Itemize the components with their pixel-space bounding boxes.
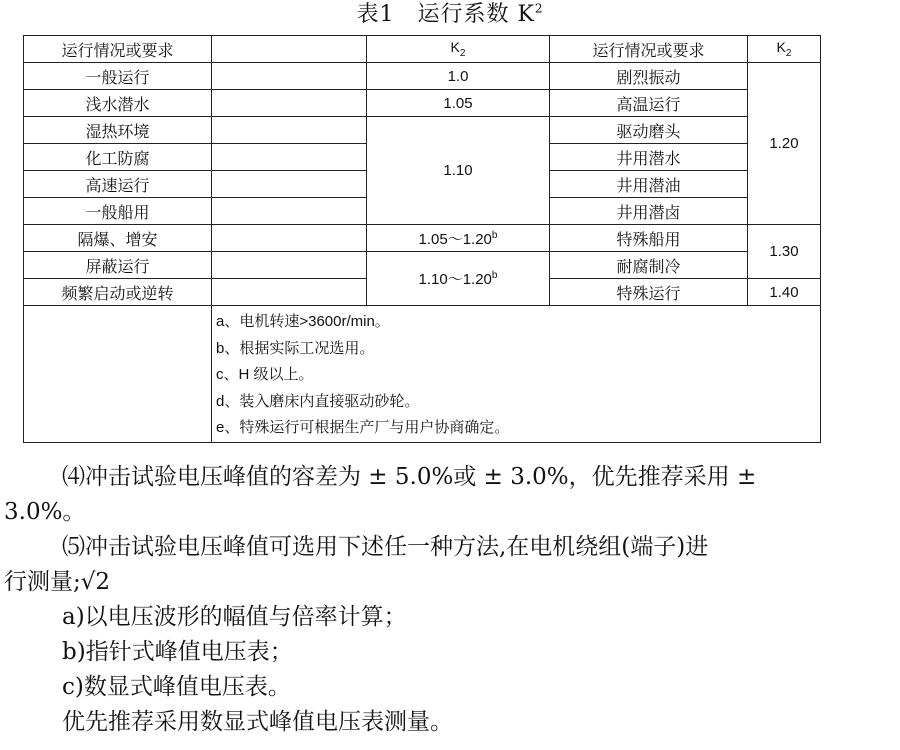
footnote-item: a、电机转速>3600r/min。 (216, 313, 390, 330)
blank-cell (212, 198, 367, 225)
table-title-text: 表1 运行系数 K (356, 2, 535, 27)
table-header-row (24, 36, 821, 63)
paragraph-4-line-2: 3.0%。 (4, 499, 86, 525)
table-row (24, 252, 821, 279)
footnote-item: b、根据实际工况选用。 (216, 339, 375, 357)
blank-cell (212, 171, 367, 198)
k2-value-text: 1.10～1.20 (418, 271, 492, 288)
table-title-superscript: 2 (534, 1, 544, 16)
method-item-c: c)数显式峰值电压表。 (62, 674, 291, 700)
header-k2-left-sub: 2 (459, 47, 466, 59)
footnote-item: e、特殊运行可根据生产厂与用户协商确定。 (216, 419, 510, 436)
condition-cell: 特殊运行 (550, 279, 748, 306)
k2-value-cell: 1.30 (748, 225, 821, 279)
header-k2-left (367, 36, 550, 63)
k2-value-cell: 1.0 (367, 63, 550, 90)
method-item-a: a)以电压波形的幅值与倍率计算； (62, 604, 407, 630)
condition-cell: 高温运行 (550, 90, 748, 117)
footnotes-cell (212, 306, 821, 443)
k2-value-cell: 1.20 (748, 63, 821, 225)
recommendation-text: 优先推荐采用数显式峰值电压表测量。 (62, 709, 453, 735)
condition-cell: 剧烈振动 (550, 63, 748, 90)
k2-value-cell: 1.40 (748, 279, 821, 306)
footnote-item: c、H 级以上。 (216, 366, 314, 383)
condition-cell: 化工防腐 (24, 144, 212, 171)
blank-cell (212, 225, 367, 252)
running-coefficient-table (23, 35, 821, 443)
table-row (24, 117, 821, 144)
header-condition-left: 运行情况或要求 (24, 36, 212, 63)
condition-cell: 隔爆、增安 (24, 225, 212, 252)
condition-cell: 浅水潜水 (24, 90, 212, 117)
footnotes-list (216, 309, 820, 442)
table-title (0, 0, 900, 30)
paragraph-5-line-2: 行测量;√2 (4, 569, 111, 595)
condition-cell: 高速运行 (24, 171, 212, 198)
blank-cell (212, 252, 367, 279)
condition-cell: 频繁启动或逆转 (24, 279, 212, 306)
k2-value-cell (367, 252, 550, 306)
header-k2-left-letter: K (450, 39, 460, 56)
paragraph-5-line-1: ⑸冲击试验电压峰值可选用下述任一种方法,在电机绕组(端子)进 (62, 534, 709, 560)
header-k2-right-sub: 2 (785, 47, 792, 59)
table-row (24, 90, 821, 117)
notes-row (24, 306, 821, 443)
condition-cell: 井用潜油 (550, 171, 748, 198)
blank-cell (212, 63, 367, 90)
header-blank-cell (212, 36, 367, 63)
notes-blank-cell (24, 306, 212, 443)
condition-cell: 井用潜水 (550, 144, 748, 171)
blank-cell (212, 279, 367, 306)
footnote-marker: b (491, 270, 498, 281)
condition-cell: 驱动磨头 (550, 117, 748, 144)
condition-cell: 屏蔽运行 (24, 252, 212, 279)
condition-cell: 耐腐制冷 (550, 252, 748, 279)
footnote-item: d、装入磨床内直接驱动砂轮。 (216, 392, 420, 410)
header-k2-right-letter: K (776, 39, 786, 56)
table-row (24, 225, 821, 252)
header-condition-right: 运行情况或要求 (550, 36, 748, 63)
condition-cell: 井用潜卤 (550, 198, 748, 225)
k2-value-cell: 1.10 (367, 117, 550, 225)
k2-value-cell (367, 225, 550, 252)
blank-cell (212, 117, 367, 144)
condition-cell: 湿热环境 (24, 117, 212, 144)
method-item-b: b)指针式峰值电压表； (62, 639, 293, 665)
footnote-marker: b (491, 229, 498, 241)
k2-value-text: 1.05～1.20 (418, 230, 492, 248)
paragraph-4-line-1: ⑷冲击试验电压峰值的容差为 ± 5.0%或 ± 3.0%，优先推荐采用 ± (62, 464, 757, 490)
body-text (0, 460, 900, 740)
blank-cell (212, 144, 367, 171)
condition-cell: 特殊船用 (550, 225, 748, 252)
condition-cell: 一般运行 (24, 63, 212, 90)
header-k2-right (748, 36, 821, 63)
blank-cell (212, 90, 367, 117)
k2-value-cell: 1.05 (367, 90, 550, 117)
condition-cell: 一般船用 (24, 198, 212, 225)
table-row (24, 63, 821, 90)
